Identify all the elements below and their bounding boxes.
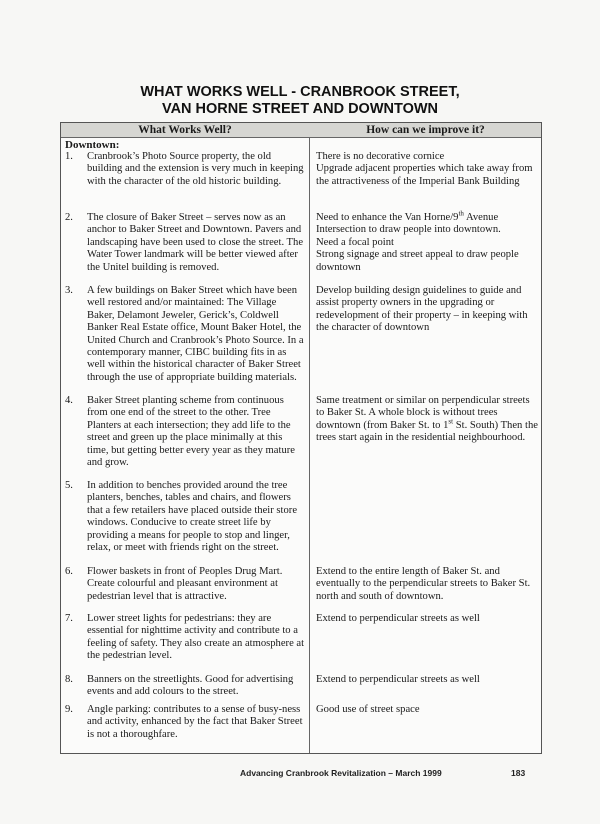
- improve-text: Develop building design guidelines to guide and assist property owners in the upgrading or redevelopment of their property – in keeping with the character of downtown: [316, 285, 528, 334]
- page-number: 183: [511, 768, 526, 778]
- item-number: 3.: [65, 285, 73, 296]
- table-row-1-works: [65, 151, 305, 188]
- improve-text-part: Need to enhance the Van Horne/9: [316, 212, 459, 223]
- footer-text: Advancing Cranbrook Revitalization – March 1999: [240, 768, 442, 778]
- item-text: Lower street lights for pedestrians: they are essential for nighttime activity and contribute to a feeling of safety. They also create an atmosphere at the pedestrian level.: [87, 613, 305, 662]
- table-row-3-works: [65, 285, 305, 384]
- item-text: Cranbrook’s Photo Source property, the old building and the extension is very much in keeping with the character of the old historic building.: [87, 151, 304, 187]
- table-row-6-works: [65, 566, 305, 603]
- table-row-9-works: [65, 704, 305, 741]
- table-row-7-works: [65, 613, 305, 663]
- table-header-row: [61, 123, 541, 138]
- item-number: 8.: [65, 674, 73, 685]
- header-how-improve: How can we improve it?: [366, 124, 485, 136]
- improve-text-part: Avenue Intersection to draw people into downtown.: [316, 212, 501, 236]
- improve-text: [316, 395, 538, 445]
- item-text: Banners on the streetlights. Good for advertising events and add colours to the street.: [87, 674, 294, 698]
- table-row-3-improve: [316, 285, 538, 335]
- item-number: 2.: [65, 212, 73, 223]
- item-number: 4.: [65, 395, 73, 406]
- works-well-table: [60, 122, 542, 754]
- improve-text: [316, 209, 538, 237]
- improve-text: There is no decorative cornice: [316, 151, 445, 162]
- superscript: st: [448, 417, 454, 426]
- superscript: th: [458, 209, 464, 218]
- item-number: 9.: [65, 704, 73, 715]
- table-row-4-improve: [316, 395, 538, 445]
- item-text: In addition to benches provided around the tree planters, benches, tables and chairs, and flowers that a few retailers have placed outside their store windows. Conducive to create street life by providing a means for people to stop and linger, relax, or meet with friends right on the street.: [87, 480, 298, 554]
- improve-text: Strong signage and street appeal to draw people downtown: [316, 249, 519, 273]
- improve-text-part: Same treatment or similar on perpendicular streets to Baker St. A whole block is without trees downtown (from Baker St. to 1: [316, 395, 530, 431]
- item-number: 1.: [65, 151, 73, 162]
- table-row-8-works: [65, 674, 305, 699]
- table-row-2-improve: [316, 209, 538, 274]
- page-title: [0, 84, 600, 118]
- table-row-4-works: [65, 395, 305, 469]
- item-number: 6.: [65, 566, 73, 577]
- header-what-works-well: What Works Well?: [138, 124, 232, 136]
- item-text: Baker Street planting scheme from continuous from one end of the street to the other. Tree Planters at each intersection; they add life to the street and green up the place minimally at this time, but getting better every year as they mature and grow.: [87, 395, 295, 469]
- table-row-9-improve: [316, 704, 538, 716]
- improve-text-part: St. South) Then the trees start again in the residential neighbourhood.: [316, 419, 538, 444]
- item-text: The closure of Baker Street – serves now as an anchor to Baker Street and Downtown. Pavers and landscaping have been used to close the street. The Water Tower landmark will be better viewed after the Unitel building is removed.: [87, 212, 304, 273]
- table-row-8-improve: [316, 674, 538, 686]
- item-number: 7.: [65, 613, 73, 624]
- item-text: Flower baskets in front of Peoples Drug Mart. Create colourful and pleasant environment at pedestrian level that is attractive.: [87, 566, 283, 602]
- table-row-6-improve: [316, 566, 538, 603]
- table-row-5-works: [65, 480, 305, 554]
- table-row-7-improve: [316, 613, 538, 625]
- item-text: Angle parking: contributes to a sense of busy-ness and activity, enhanced by the fact that Baker Street is not a thoroughfare.: [87, 704, 303, 740]
- table-row-1-improve: [316, 151, 538, 188]
- title-line-2: VAN HORNE STREET AND DOWNTOWN: [161, 101, 439, 117]
- improve-text: Need a focal point: [316, 236, 394, 248]
- improve-text: Extend to perpendicular streets as well: [316, 613, 480, 624]
- improve-text: Extend to perpendicular streets as well: [316, 674, 480, 685]
- section-label-downtown: Downtown:: [65, 139, 120, 151]
- improve-text: Good use of street space: [316, 704, 420, 715]
- item-text: A few buildings on Baker Street which have been well restored and/or maintained: The Village Baker, Delamont Jeweler, Gerick’s, Coldwell Banker Real Estate office, Mount Baker Hotel, the United Church and Cranbrook’s Photo Source. In a contemporary manner, CIBC building fits in as well within the historical character of Baker Street through the use of appropriate building materials.: [87, 285, 304, 383]
- title-line-1: WHAT WORKS WELL - CRANBROOK STREET,: [140, 84, 460, 100]
- table-row-2-works: [65, 212, 305, 274]
- improve-text: Upgrade adjacent properties which take away from the attractiveness of the Imperial Bank Building: [316, 163, 533, 187]
- item-number: 5.: [65, 480, 73, 491]
- improve-text: Extend to the entire length of Baker St. and eventually to the perpendicular streets to Baker St. north and south of downtown.: [316, 566, 531, 602]
- column-divider: [309, 123, 310, 753]
